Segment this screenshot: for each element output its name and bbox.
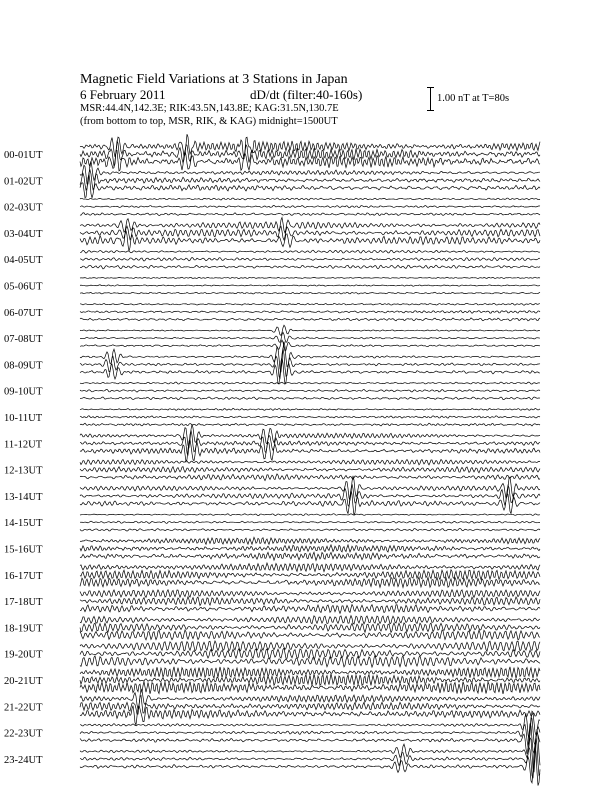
trace-msr bbox=[80, 318, 540, 321]
trace-kag bbox=[80, 563, 540, 572]
trace-rik bbox=[80, 332, 540, 342]
hour-label: 07-08UT bbox=[4, 334, 43, 346]
trace-kag bbox=[80, 277, 540, 278]
trace-kag bbox=[80, 616, 540, 625]
trace-rik bbox=[80, 521, 540, 523]
hour-label: 15-16UT bbox=[4, 544, 43, 556]
hour-label: 17-18UT bbox=[4, 597, 43, 609]
trace-kag bbox=[80, 424, 540, 447]
trace-msr bbox=[80, 213, 540, 216]
hour-label: 12-13UT bbox=[4, 465, 43, 477]
trace-rik bbox=[80, 648, 540, 659]
trace-msr bbox=[80, 630, 540, 640]
station-coordinates: MSR:44.4N,142.3E; RIK:43.5N,143.8E; KAG:31.5N,130.7E bbox=[80, 103, 339, 114]
trace-msr bbox=[80, 705, 540, 725]
trace-msr bbox=[80, 174, 540, 198]
trace-kag bbox=[80, 303, 540, 305]
traces bbox=[80, 134, 540, 785]
trace-rik bbox=[80, 389, 540, 392]
trace-rik bbox=[80, 545, 540, 552]
trace-msr bbox=[80, 744, 540, 785]
trace-msr bbox=[80, 474, 540, 481]
trace-rik bbox=[80, 257, 540, 261]
trace-kag bbox=[80, 198, 540, 200]
trace-rik bbox=[80, 205, 540, 207]
trace-msr bbox=[80, 655, 540, 667]
trace-rik bbox=[80, 348, 540, 378]
station-order-note: (from bottom to top, MSR, RIK, & KAG) midnight=1500UT bbox=[80, 116, 338, 127]
hour-label: 01-02UT bbox=[4, 176, 43, 188]
trace-rik bbox=[80, 597, 540, 606]
trace-msr bbox=[80, 340, 540, 351]
hour-label: 11-12UT bbox=[4, 439, 43, 451]
trace-kag bbox=[80, 250, 540, 253]
trace-msr bbox=[80, 605, 540, 614]
hour-label: 13-14UT bbox=[4, 491, 43, 503]
hour-label: 21-22UT bbox=[4, 702, 43, 714]
hour-label: 16-17UT bbox=[4, 570, 43, 582]
trace-rik bbox=[80, 718, 540, 747]
trace-kag bbox=[80, 476, 540, 501]
trace-rik bbox=[80, 285, 540, 286]
trace-kag bbox=[80, 641, 540, 651]
trace-kag bbox=[80, 590, 540, 598]
chart-title: Magnetic Field Variations at 3 Stations in Japan bbox=[80, 72, 348, 87]
trace-kag bbox=[80, 408, 540, 410]
hour-label: 02-03UT bbox=[4, 202, 43, 214]
trace-rik bbox=[80, 226, 540, 240]
trace-msr bbox=[80, 397, 540, 400]
hour-label: 04-05UT bbox=[4, 255, 43, 267]
trace-msr bbox=[80, 724, 540, 755]
trace-rik bbox=[80, 736, 540, 778]
trace-msr bbox=[80, 265, 540, 269]
trace-kag bbox=[80, 161, 540, 184]
hour-label: 05-06UT bbox=[4, 281, 43, 293]
chart-subtitle: dD/dt (filter:40-160s) bbox=[250, 87, 363, 102]
hour-label: 19-20UT bbox=[4, 649, 43, 661]
hour-label: 18-19UT bbox=[4, 623, 43, 635]
hour-label: 00-01UT bbox=[4, 150, 43, 161]
trace-rik bbox=[80, 623, 540, 633]
hour-label: 23-24UT bbox=[4, 754, 43, 766]
trace-rik bbox=[80, 311, 540, 314]
chart-date: 6 February 2011 bbox=[80, 87, 166, 102]
trace-rik bbox=[80, 416, 540, 418]
trace-msr bbox=[80, 577, 540, 587]
trace-msr bbox=[80, 490, 540, 516]
hour-label: 14-15UT bbox=[4, 518, 43, 530]
trace-msr bbox=[80, 552, 540, 560]
trace-rik bbox=[80, 467, 540, 473]
trace-msr bbox=[80, 292, 540, 294]
hour-label: 08-09UT bbox=[4, 360, 43, 372]
trace-kag bbox=[80, 325, 540, 335]
hour-label: 03-04UT bbox=[4, 228, 43, 240]
hour-label: 20-21UT bbox=[4, 676, 43, 687]
trace-msr bbox=[80, 528, 540, 531]
scale-bar-label: 1.00 nT at T=80s bbox=[437, 93, 510, 104]
trace-rik bbox=[80, 570, 540, 580]
trace-kag bbox=[80, 382, 540, 384]
hour-label: 10-11UT bbox=[4, 413, 43, 424]
trace-kag bbox=[80, 711, 540, 740]
trace-msr bbox=[80, 357, 540, 384]
trace-kag bbox=[80, 134, 540, 159]
trace-msr bbox=[80, 681, 540, 694]
hour-label: 09-10UT bbox=[4, 386, 43, 398]
trace-kag bbox=[80, 537, 540, 544]
hour-label: 22-23UT bbox=[4, 728, 43, 740]
trace-msr bbox=[80, 423, 540, 426]
hour-labels bbox=[4, 150, 43, 766]
trace-kag bbox=[80, 459, 540, 464]
trace-kag bbox=[80, 514, 540, 516]
hour-label: 06-07UT bbox=[4, 307, 43, 319]
